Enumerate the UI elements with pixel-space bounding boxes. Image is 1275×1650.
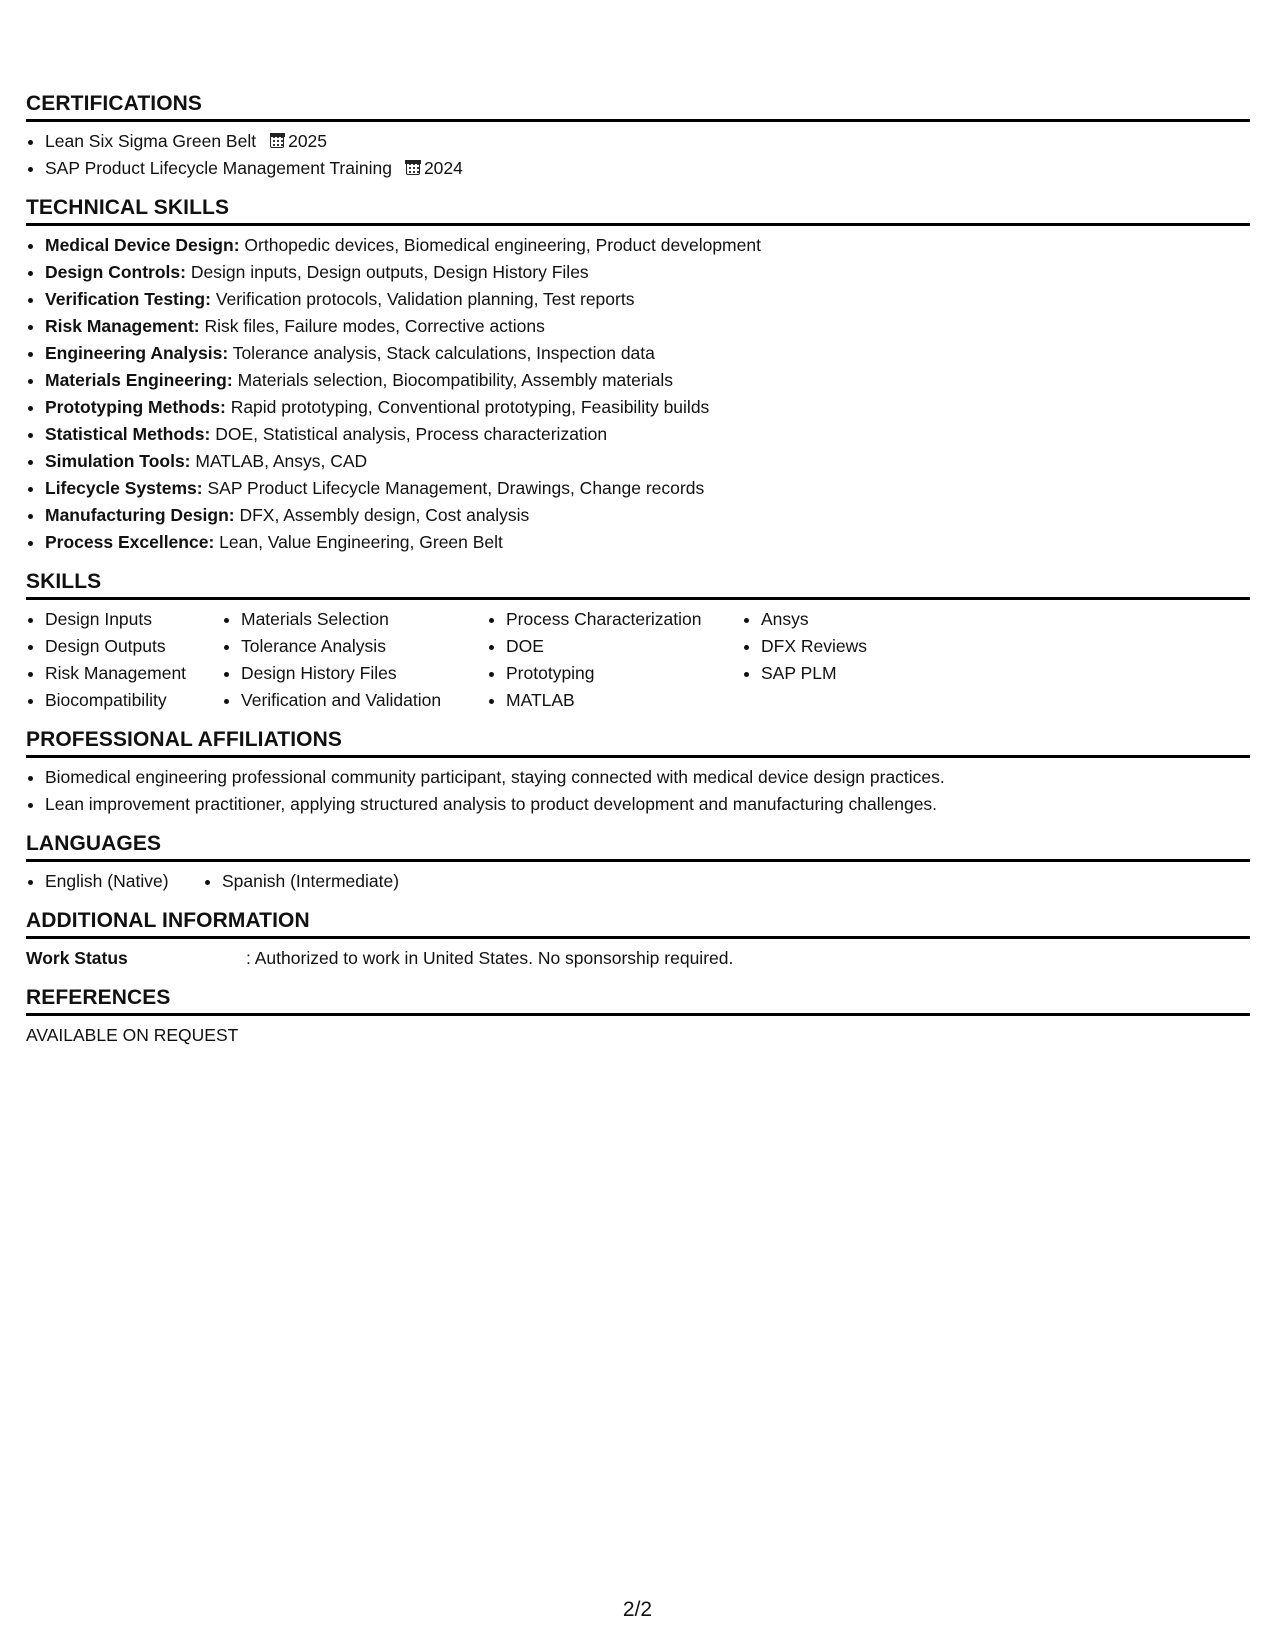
languages-list <box>26 868 1250 895</box>
list-item: • DFX Reviews <box>761 633 961 660</box>
list-item: • Verification and Validation <box>241 687 487 714</box>
languages-column <box>26 868 203 895</box>
list-item: • Risk Management <box>45 660 222 687</box>
certifications-list <box>26 128 1250 182</box>
skills-column <box>222 606 487 714</box>
page-number: 2/2 <box>622 1598 653 1621</box>
list-item: • Biocompatibility <box>45 687 222 714</box>
references-section <box>26 986 1250 1049</box>
list-item: • Design Outputs <box>45 633 222 660</box>
skills-column <box>742 606 961 714</box>
list-item: • Design Inputs <box>45 606 222 633</box>
skills-column <box>487 606 742 714</box>
skill-values: Risk files, Failure modes, Corrective actions <box>204 316 545 336</box>
skill-category: Risk Management: <box>45 316 200 336</box>
list-item <box>45 529 1250 556</box>
section-title: LANGUAGES <box>26 832 1250 862</box>
list-item <box>45 367 1250 394</box>
list-item: • Biomedical engineering professional community participant, staying connected with medical device design practices. <box>45 764 1250 791</box>
list-item <box>45 232 1250 259</box>
skill-category: Process Excellence: <box>45 532 215 552</box>
resume-page <box>26 92 1250 1063</box>
info-label: Work Status <box>26 948 128 968</box>
list-item: • Tolerance Analysis <box>241 633 487 660</box>
list-item: • English (Native) <box>45 868 203 895</box>
list-item: • Ansys <box>761 606 961 633</box>
skill-category: Engineering Analysis: <box>45 343 229 363</box>
list-item: • SAP PLM <box>761 660 961 687</box>
calendar-icon <box>406 161 420 175</box>
skills-section <box>26 570 1250 714</box>
additional-info-section <box>26 909 1250 972</box>
certification-name: Lean Six Sigma Green Belt <box>45 131 257 151</box>
list-item: • Lean improvement practitioner, applying structured analysis to product development and manufacturing challenges. <box>45 791 1250 818</box>
skill-values: Tolerance analysis, Stack calculations, Inspection data <box>232 343 655 363</box>
list-item <box>45 313 1250 340</box>
section-title: SKILLS <box>26 570 1250 600</box>
skill-values: Rapid prototyping, Conventional prototyping, Feasibility builds <box>230 397 710 417</box>
skill-category: Verification Testing: <box>45 289 211 309</box>
technical-skills-section <box>26 196 1250 556</box>
skill-category: Manufacturing Design: <box>45 505 235 525</box>
languages-column <box>203 868 399 895</box>
languages-section <box>26 832 1250 895</box>
list-item <box>45 340 1250 367</box>
skill-values: Lean, Value Engineering, Green Belt <box>219 532 503 552</box>
list-item <box>45 128 1250 155</box>
list-item: • Prototyping <box>506 660 742 687</box>
list-item <box>45 502 1250 529</box>
list-item <box>45 421 1250 448</box>
list-item: • Spanish (Intermediate) <box>222 868 399 895</box>
section-title: CERTIFICATIONS <box>26 92 1250 122</box>
info-row <box>26 945 1250 972</box>
affiliations-list <box>26 764 1250 818</box>
certification-year: 2024 <box>423 158 463 178</box>
list-item: • Materials Selection <box>241 606 487 633</box>
skill-category: Materials Engineering: <box>45 370 233 390</box>
list-item: • DOE <box>506 633 742 660</box>
skills-column <box>26 606 222 714</box>
list-item <box>45 286 1250 313</box>
skill-category: Lifecycle Systems: <box>45 478 203 498</box>
skill-values: Design inputs, Design outputs, Design History Files <box>190 262 589 282</box>
skill-category: Prototyping Methods: <box>45 397 226 417</box>
skill-category: Simulation Tools: <box>45 451 191 471</box>
calendar-icon <box>270 134 284 148</box>
section-title: REFERENCES <box>26 986 1250 1016</box>
certifications-section <box>26 92 1250 182</box>
list-item: • MATLAB <box>506 687 742 714</box>
skill-values: Orthopedic devices, Biomedical engineering, Product development <box>244 235 761 255</box>
skill-values: Verification protocols, Validation planning, Test reports <box>215 289 635 309</box>
list-item <box>45 475 1250 502</box>
info-value: : Authorized to work in United States. No sponsorship required. <box>246 948 734 968</box>
affiliations-section <box>26 728 1250 818</box>
list-item <box>45 259 1250 286</box>
references-text: AVAILABLE ON REQUEST <box>26 1025 239 1045</box>
certification-name: SAP Product Lifecycle Management Training <box>45 158 392 178</box>
section-title: PROFESSIONAL AFFILIATIONS <box>26 728 1250 758</box>
list-item <box>45 448 1250 475</box>
certification-year: 2025 <box>288 131 328 151</box>
skill-values: DFX, Assembly design, Cost analysis <box>239 505 530 525</box>
technical-skills-list <box>26 232 1250 556</box>
list-item <box>45 155 1250 182</box>
list-item: • Process Characterization <box>506 606 742 633</box>
skills-grid <box>26 606 1250 714</box>
section-title: TECHNICAL SKILLS <box>26 196 1250 226</box>
skill-category: Design Controls: <box>45 262 186 282</box>
skill-values: MATLAB, Ansys, CAD <box>195 451 368 471</box>
skill-values: SAP Product Lifecycle Management, Drawings, Change records <box>207 478 705 498</box>
list-item <box>45 394 1250 421</box>
skill-category: Medical Device Design: <box>45 235 240 255</box>
section-title: ADDITIONAL INFORMATION <box>26 909 1250 939</box>
skill-values: Materials selection, Biocompatibility, Assembly materials <box>237 370 673 390</box>
skill-category: Statistical Methods: <box>45 424 211 444</box>
skill-values: DOE, Statistical analysis, Process characterization <box>215 424 608 444</box>
list-item: • Design History Files <box>241 660 487 687</box>
